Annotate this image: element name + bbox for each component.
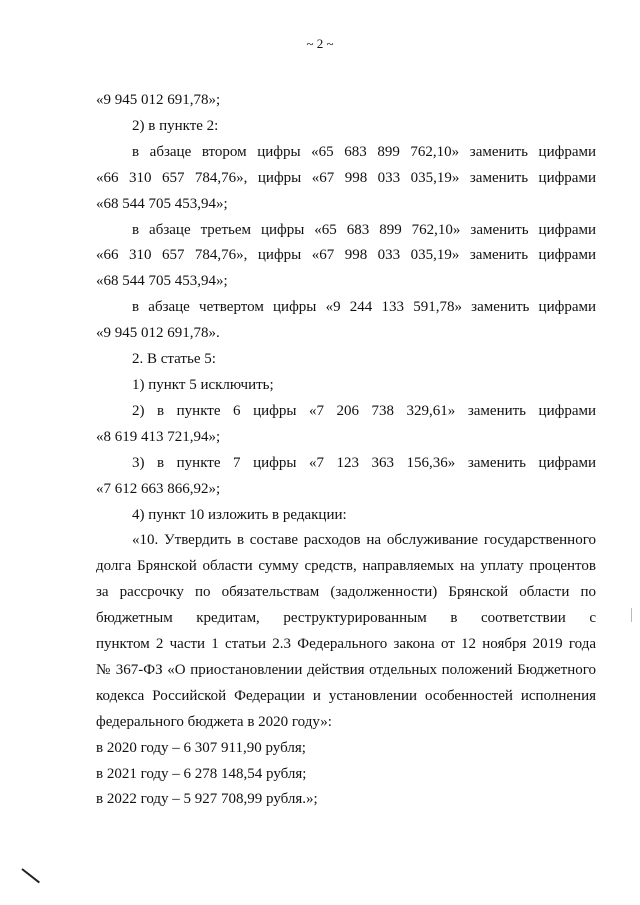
- text-line: «66 310 657 784,76», цифры «67 998 033 035,19» заменить цифрами: [96, 169, 596, 186]
- year-amount-line: в 2022 году – 5 927 708,99 рубля.»;: [96, 791, 318, 808]
- text-line: «7 612 663 866,92»;: [96, 480, 221, 497]
- list-item: 2) в пункте 6 цифры «7 206 738 329,61» заменить цифрами: [132, 402, 596, 419]
- quoted-text-line: долга Брянской области сумму средств, направляемых на уплату процентов: [96, 558, 596, 575]
- scan-speck: [631, 608, 632, 622]
- year-amount-line: в 2020 году – 6 307 911,90 рубля;: [96, 739, 306, 756]
- text-line: в абзаце четвертом цифры «9 244 133 591,78» заменить цифрами: [132, 299, 596, 316]
- text-line: в абзаце втором цифры «65 683 899 762,10» заменить цифрами: [132, 143, 596, 160]
- text-line: «68 544 705 453,94»;: [96, 273, 228, 290]
- text-line: «66 310 657 784,76», цифры «67 998 033 035,19» заменить цифрами: [96, 247, 596, 264]
- quoted-text-line: «10. Утвердить в составе расходов на обслуживание государственного: [132, 532, 596, 549]
- text-line: «68 544 705 453,94»;: [96, 195, 228, 212]
- margin-pen-mark: [21, 868, 40, 883]
- text-line: «8 619 413 721,94»;: [96, 428, 221, 445]
- quoted-text-line: бюджетным кредитам, реструктурированным в соответствии с: [96, 610, 596, 627]
- list-item: 4) пункт 10 изложить в редакции:: [132, 506, 347, 523]
- quoted-text-line: пунктом 2 части 1 статьи 2.3 Федерального закона от 12 ноября 2019 года: [96, 636, 596, 653]
- text-line: «9 945 012 691,78»;: [96, 92, 221, 108]
- quoted-text-line: кодекса Российской Федерации и установлении особенностей исполнения: [96, 687, 596, 704]
- section-heading: 2. В статье 5:: [132, 351, 216, 368]
- list-item: 2) в пункте 2:: [132, 117, 219, 134]
- quoted-text-line: федерального бюджета в 2020 году»:: [96, 713, 332, 730]
- list-item: 3) в пункте 7 цифры «7 123 363 156,36» заменить цифрами: [132, 454, 596, 471]
- text-line: «9 945 012 691,78».: [96, 325, 220, 342]
- document-body: [96, 88, 596, 813]
- year-amount-line: в 2021 году – 6 278 148,54 рубля;: [96, 765, 307, 782]
- text-line: в абзаце третьем цифры «65 683 899 762,10» заменить цифрами: [132, 221, 596, 238]
- quoted-text-line: за рассрочку по обязательствам (задолженности) Брянской области по: [96, 584, 596, 601]
- list-item: 1) пункт 5 исключить;: [132, 376, 274, 393]
- page-number: ~ 2 ~: [306, 36, 334, 51]
- quoted-text-line: № 367-ФЗ «О приостановлении действия отдельных положений Бюджетного: [96, 661, 596, 678]
